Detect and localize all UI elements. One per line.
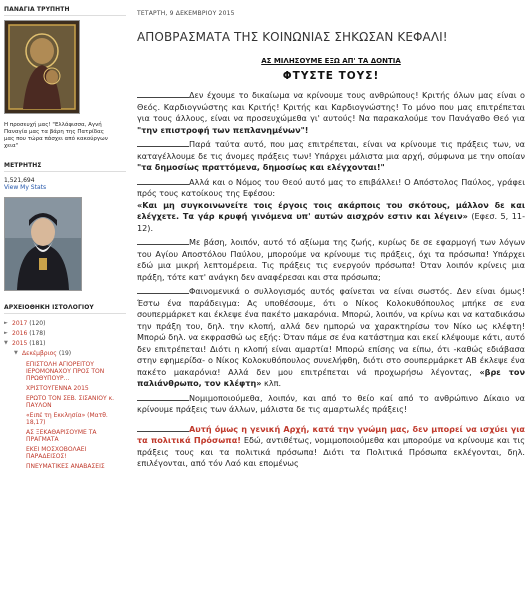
blank-line: [137, 237, 189, 245]
visitor-count: 1,521,694: [4, 177, 35, 184]
paragraph-text: Δεν έχουμε το δικαίωμα να κρίνουμε τους ανθρώπους! Κριτής όλων μας είναι ο Θεός. Καρδιογνώστης και Κριτής! Κριτής και Καρδιογνώστης! Το μόνο που μας επιτρέπεται για τους άλλους, είναι να προσευχώμεθα γι' αυτούς! Να παρακαλούμε τον Πανάγαθο Θεό για: [137, 90, 525, 123]
archive-count: (120): [29, 319, 46, 327]
priest-portrait: [5, 198, 81, 290]
paragraph: [137, 424, 525, 470]
post-body: [137, 90, 525, 470]
paragraph-text: Παρά ταύτα αυτό, που μας επιτρέπεται, είναι να κρίνουμε τις πράξεις των, να καταγέλλουμε δε τις άνομες πράξεις των! Υπάρχει μάλιστα μια αρχή, σύμφωνα με την οποίαν: [137, 139, 525, 161]
archive-year-2016[interactable]: [4, 328, 126, 338]
bold-quote: "την επιστροφή των πεπλανημένων"!: [137, 124, 309, 135]
post-subheading: ΑΣ ΜΙΛΗΣΟΥΜΕ ΕΞΩ ΑΠ' ΤΑ ΔΟΝΤΙΑ: [261, 57, 401, 65]
archive-month-december[interactable]: [4, 348, 126, 358]
paragraph: [137, 177, 525, 235]
archive-count: (178): [29, 329, 46, 337]
paragraph-text: Αλλά και ο Νόμος του Θεού αυτό μας το επιβάλλει! Ο Απόστολος Παύλος, γράφει πρός τους κατοίκους της Εφέσου:: [137, 176, 525, 198]
expand-arrow-icon[interactable]: ►: [4, 320, 8, 326]
archive-list: [4, 318, 126, 470]
paragraph: [137, 393, 525, 416]
paragraph-text: Φαινομενικά ο συλλογισμός αυτός φαίνεται να είναι σωστός. Δεν είναι όμως! Έστω ένα παράδειγμα: Ας υποθέσουμε, ότι ο Νίκος Κολοκυθόπουλος μπήκε σε ενα σουπερμάρκετ και έκλεψε ένα πακέτο μακαρόνια. Μπορώ, λοιπόν, να κρίνω και να καταδικάσω την πράξη του, δηλ. την κλοπή, αλλά δεν ημπορώ να χαρακτηρίσω τον Νίκο ως κλέφτη! Μπορώ δηλ. να εκφρασθώ ως εξής: Όταν πάμε σε ένα κατάστημα και εκεί κλέψουμε κάτι, αυτό δεν επιτρέπεται! Διότι η κλοπή είναι αμαρτία! Μπορώ επίσης να είπω, ότι -καθώς εδιάβασα στην εφημερίδα- ο Νίκος Κολοκυθόπουλος συνελήφθη, διότι στο σουπερμάρκετ ΑΒ έκλεψε ένα πακέτο μακαρόνια! Αλλά δεν μου επιτρέπεται νά προχωρήσω λέγοντας,: [137, 286, 525, 377]
panagia-icon-image[interactable]: [4, 20, 80, 114]
archive-year-link[interactable]: 2016: [12, 329, 28, 337]
archive-year-2017[interactable]: [4, 318, 126, 328]
bold-quote: «Και μη συγκοινωνείτε τοις έργοις τοις ακάρποις του σκότους, μάλλον δε και ελέγχετε. Τα γάρ κρυφή γινόμενα υπ' αυτών αισχρόν εστιν και λέγειν»: [137, 199, 525, 221]
blank-line: [137, 393, 189, 401]
paragraph: [137, 90, 525, 136]
citation: (Εφεσ. 5, 11-12).: [137, 211, 525, 233]
archive-heading: ΑΡΧΕΙΟΘΗΚΗ ΙΣΤΟΛΟΓΙΟΥ: [4, 304, 94, 311]
collapse-arrow-icon[interactable]: ▼: [4, 340, 8, 346]
paragraph-text: Εδώ, αντιθέτως, νομιμοποιούμεθα και μπορούμε να κρίνουμε και τις πράξεις τους και τα πολιτικά πρόσωπα! Διότι τα Πολιτικά Πρόσωπα εκλέγονται, δηλ. επιλέγονται, από τόν Λαό και επομένως: [137, 435, 525, 468]
blank-line: [137, 424, 189, 432]
blank-line: [137, 177, 189, 185]
expand-arrow-icon[interactable]: ►: [4, 330, 8, 336]
post-main: [137, 0, 525, 473]
divider: [4, 15, 126, 16]
archive-post-link[interactable]: ΧΡΙΣΤΟΥΓΕΝΝΑ 2015: [26, 385, 89, 392]
archive-post-link[interactable]: ΕΚΕΙ ΜΟΣΧΟΒΟΛΑΕΙ ΠΑΡΑΔΕΙΣΟΣ!: [26, 446, 87, 460]
archive-post-link[interactable]: ΕΡΩΤΟ ΤΟΝ ΣΕΒ. ΣΙΣΑΝΙΟΥ κ. ΠΑΥΛΟΝ: [26, 395, 115, 409]
paragraph-text: κλπ.: [261, 378, 282, 388]
archive-year-2015[interactable]: [4, 338, 126, 348]
paragraph-text: Με βάση, λοιπόν, αυτό τό αξίωμα της ζωής, κυρίως δε σε εφαρμογή των λόγων του Αγίου Αποστόλου Παύλου, μπορούμε να κρίνουμε τις πράξεις, όχι τα πρόσωπα! Υπάρχει εδώ μια μικρή λεπτομέρεια. Τις πράξεις τις ενεργούν πρόσωπα! Όταν λοιπόν κρίνεις μια πράξη, τότε κατ' ανάγκη δεν αναφέρεσαι και στα πρόσωπα;: [137, 237, 525, 282]
paragraph: [137, 139, 525, 174]
post-date: ΤΕΤΑΡΤΗ, 9 ΔΕΚΕΜΒΡΙΟΥ 2015: [137, 10, 235, 17]
archive-count: (181): [29, 339, 46, 347]
archive-post-link[interactable]: ΠΝΕΥΜΑΤΙΚΕΣ ΑΝΑΒΑΣΕΙΣ: [26, 463, 105, 470]
blank-line: [137, 286, 189, 294]
divider: [4, 171, 126, 172]
icon-caption: Η προσευχή μας! "Ελλάφισσα, Αγνή Παναγία μας τα βάρη της Πατρίδας μας που τώρα πάσχει από κακούργων χεια": [4, 122, 108, 149]
paragraph-text: Νομιμοποιούμεθα, λοιπόν, και από το θείο καί από το ανθρώπινο Δίκαιο να κρίνουμε πράξεις των άλλων, μάλιστα δε τις αμαρτωλές πράξεις!: [137, 392, 525, 414]
archive-count: (19): [58, 349, 72, 357]
archive-year-link[interactable]: 2015: [12, 339, 28, 347]
post-title[interactable]: ΑΠΟΒΡΑΣΜΑΤΑ ΤΗΣ ΚΟΙΝΩΝΙΑΣ ΣΗΚΩΣΑΝ ΚΕΦΑΛΙ!: [137, 30, 448, 44]
collapse-arrow-icon[interactable]: ▼: [14, 350, 18, 356]
archive-post-link[interactable]: ΕΠΙΣΤΟΛΗ ΑΓΙΟΡΕΙΤΟΥ ΙΕΡΟΜΟΝΑΧΟΥ ΠΡΟΣ ΤΟΝ ΠΡΩΘΥΠΟΥΡ...: [26, 361, 105, 382]
divider: [4, 313, 126, 314]
priest-photo[interactable]: [4, 197, 82, 291]
icon-painting: [5, 21, 79, 113]
view-stats-link[interactable]: View My Stats: [4, 184, 47, 191]
archive-post-link[interactable]: ΑΣ ΞΕΚΑΘΑΡΙΣΟΥΜΕ ΤΑ ΠΡΑΓΜΑΤΑ: [26, 429, 97, 443]
archive-post-link[interactable]: «Ειπέ τη Εκκλησία» (Ματθ. 18,17): [26, 412, 108, 426]
bold-quote: «βρε τον παλιάνθρωπο, τον κλέφτη»: [137, 366, 525, 388]
blank-line: [137, 139, 189, 147]
archive-year-link[interactable]: 2017: [12, 319, 28, 327]
post-heading: ΦΤΥΣΤΕ ΤΟΥΣ!: [282, 70, 380, 82]
paragraph: [137, 286, 525, 390]
blank-line: [137, 90, 189, 98]
red-emphasis: Αυτή όμως η γενική Αρχή, κατά την γνώμη μας, δεν μπορεί να ισχύει για τα πολιτικά Πρόσωπα!: [137, 423, 525, 445]
icon-widget-heading: ΠΑΝΑΓΙΑ ΤΡΥΠΗΤΗ: [4, 6, 70, 13]
paragraph: [137, 237, 525, 283]
bold-quote: "τα δημοσίως πραττόμενα, δημοσίως και ελέγχονται!": [137, 162, 385, 172]
archive-month-link[interactable]: Δεκέμβριος: [22, 349, 57, 357]
stats-heading: ΜΕΤΡΗΤΗΣ: [4, 162, 42, 169]
sidebar: [4, 0, 126, 472]
